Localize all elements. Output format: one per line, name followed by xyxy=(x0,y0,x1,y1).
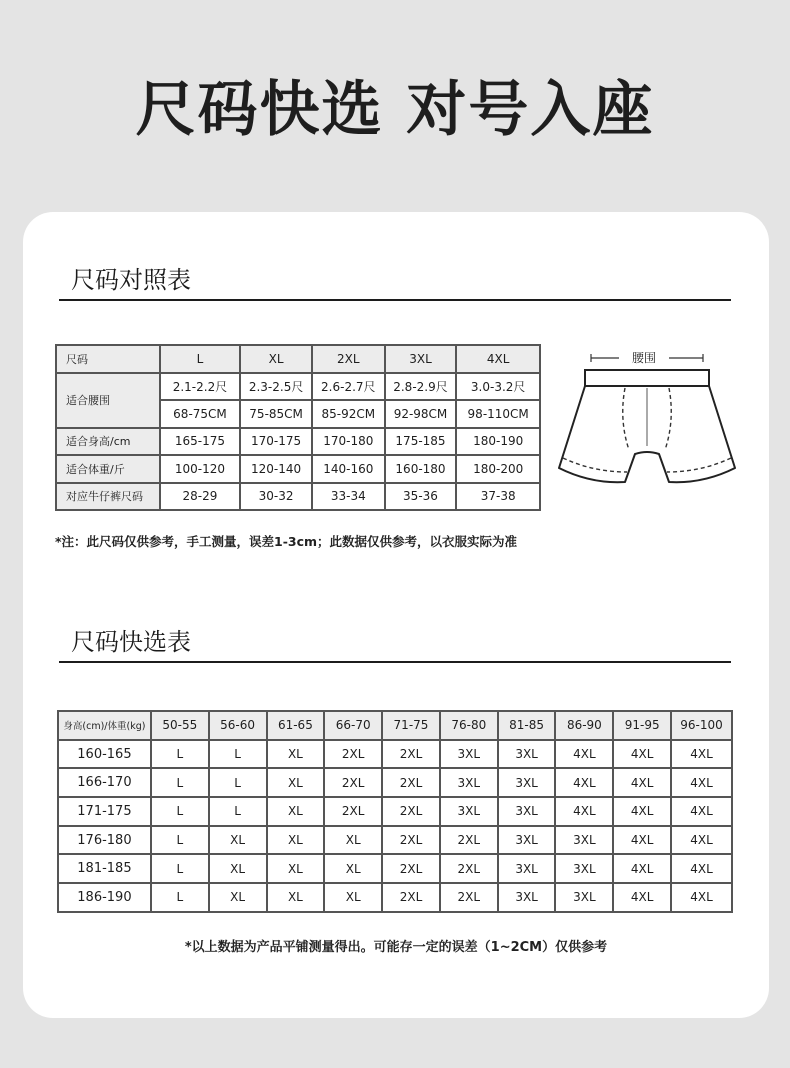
weight-col-header: 76-80 xyxy=(440,711,498,740)
table-cell: 3XL xyxy=(440,768,498,797)
jeans-row xyxy=(56,483,540,511)
weight-row xyxy=(56,455,540,483)
table-cell: L xyxy=(209,797,267,826)
table-cell: 2XL xyxy=(382,768,440,797)
table-cell: 85-92CM xyxy=(312,400,385,428)
table-cell: 4XL xyxy=(671,740,732,769)
table-cell: 2.8-2.9尺 xyxy=(385,373,457,401)
quick-chart-body xyxy=(58,711,732,912)
weight-col-header: 91-95 xyxy=(613,711,671,740)
height-row-label: 160-165 xyxy=(58,740,151,769)
table-cell: 180-190 xyxy=(456,428,540,456)
size-chart-divider xyxy=(59,299,731,301)
table-cell: 2XL xyxy=(382,854,440,883)
size-guide-card xyxy=(23,212,769,1018)
quick-chart-divider xyxy=(59,661,731,663)
table-cell: XL xyxy=(267,883,325,912)
boxer-brief-diagram xyxy=(555,346,739,488)
table-cell: 3XL xyxy=(498,854,556,883)
table-cell: 2XL xyxy=(440,826,498,855)
table-cell: 33-34 xyxy=(312,483,385,511)
table-cell: 170-180 xyxy=(312,428,385,456)
jeans-row-label: 对应牛仔裤尺码 xyxy=(56,483,160,511)
table-cell: 4XL xyxy=(613,883,671,912)
table-cell: 4XL xyxy=(555,768,613,797)
table-cell: 4XL xyxy=(613,826,671,855)
table-cell: 3XL xyxy=(440,797,498,826)
table-cell: 4XL xyxy=(613,768,671,797)
quick-chart-note: *以上数据为产品平铺测量得出。可能存一定的误差（1~2CM）仅供参考 xyxy=(184,940,608,955)
table-cell: 170-175 xyxy=(240,428,312,456)
table-cell: 68-75CM xyxy=(160,400,241,428)
table-cell: 4XL xyxy=(613,797,671,826)
table-row xyxy=(58,883,732,912)
table-cell: 98-110CM xyxy=(456,400,540,428)
table-cell: XL xyxy=(209,883,267,912)
height-row-label: 166-170 xyxy=(58,768,151,797)
height-row-label: 186-190 xyxy=(58,883,151,912)
waist-chi-row xyxy=(56,373,540,401)
table-cell: 3XL xyxy=(555,883,613,912)
table-cell: 3XL xyxy=(498,740,556,769)
table-cell: 3XL xyxy=(555,854,613,883)
table-cell: 2XL xyxy=(324,768,382,797)
table-cell: L xyxy=(151,797,209,826)
quick-chart-table xyxy=(57,710,733,913)
table-cell: 4XL xyxy=(555,740,613,769)
weight-col-header: 61-65 xyxy=(267,711,325,740)
table-cell: 2.3-2.5尺 xyxy=(240,373,312,401)
table-cell: 2XL xyxy=(382,740,440,769)
size-header-row xyxy=(56,345,540,373)
table-row xyxy=(58,854,732,883)
table-cell: 37-38 xyxy=(456,483,540,511)
table-cell: 2XL xyxy=(324,797,382,826)
table-cell: 4XL xyxy=(613,854,671,883)
table-cell: 120-140 xyxy=(240,455,312,483)
table-cell: 92-98CM xyxy=(385,400,457,428)
weight-col-header: 71-75 xyxy=(382,711,440,740)
table-cell: 35-36 xyxy=(385,483,457,511)
table-row xyxy=(58,768,732,797)
table-cell: 30-32 xyxy=(240,483,312,511)
table-cell: 3XL xyxy=(498,826,556,855)
table-cell: 2.1-2.2尺 xyxy=(160,373,241,401)
table-cell: XL xyxy=(267,797,325,826)
quick-chart-title: 尺码快选表 xyxy=(71,628,191,656)
weight-col-header: 66-70 xyxy=(324,711,382,740)
table-cell: L xyxy=(151,883,209,912)
table-cell: 3XL xyxy=(555,826,613,855)
table-cell: 3XL xyxy=(498,768,556,797)
table-cell: XL xyxy=(267,826,325,855)
table-cell: L xyxy=(151,826,209,855)
weight-row-label: 适合体重/斤 xyxy=(56,455,160,483)
quick-corner-label: 身高(cm)/体重(kg) xyxy=(58,711,151,740)
table-cell: XL xyxy=(324,854,382,883)
height-row-label: 适合身高/cm xyxy=(56,428,160,456)
table-row xyxy=(58,740,732,769)
height-row-label: 176-180 xyxy=(58,826,151,855)
table-row xyxy=(58,826,732,855)
height-row-label: 171-175 xyxy=(58,797,151,826)
table-cell: 2XL xyxy=(324,740,382,769)
table-cell: 140-160 xyxy=(312,455,385,483)
table-cell: XL xyxy=(267,768,325,797)
table-cell: 2XL xyxy=(382,797,440,826)
table-cell: 4XL xyxy=(671,797,732,826)
table-cell: 2.6-2.7尺 xyxy=(312,373,385,401)
table-cell: 2XL xyxy=(382,883,440,912)
table-cell: XL xyxy=(209,826,267,855)
size-header-label: 尺码 xyxy=(56,345,160,373)
table-cell: 2XL xyxy=(440,854,498,883)
table-row xyxy=(58,797,732,826)
weight-col-header: 96-100 xyxy=(671,711,732,740)
weight-col-header: 50-55 xyxy=(151,711,209,740)
table-cell: 180-200 xyxy=(456,455,540,483)
table-cell: L xyxy=(209,740,267,769)
table-cell: 75-85CM xyxy=(240,400,312,428)
table-cell: 2XL xyxy=(382,826,440,855)
waistband-shape xyxy=(585,370,709,386)
table-cell: 3.0-3.2尺 xyxy=(456,373,540,401)
table-cell: XL xyxy=(267,740,325,769)
table-cell: XL xyxy=(324,826,382,855)
page-title: 尺码快选 对号入座 xyxy=(135,75,655,145)
size-col-header: XL xyxy=(240,345,312,373)
table-cell: 2XL xyxy=(440,883,498,912)
weight-col-header: 86-90 xyxy=(555,711,613,740)
table-cell: 4XL xyxy=(671,826,732,855)
size-col-header: L xyxy=(160,345,241,373)
table-cell: XL xyxy=(267,854,325,883)
table-cell: 3XL xyxy=(498,797,556,826)
height-row xyxy=(56,428,540,456)
table-cell: 4XL xyxy=(671,854,732,883)
size-chart-note: *注：此尺码仅供参考，手工测量，误差1-3cm；此数据仅供参考，以衣服实际为准 xyxy=(55,534,518,549)
height-row-label: 181-185 xyxy=(58,854,151,883)
table-cell: L xyxy=(209,768,267,797)
table-cell: 4XL xyxy=(613,740,671,769)
table-cell: XL xyxy=(324,883,382,912)
size-col-header: 3XL xyxy=(385,345,457,373)
table-cell: 175-185 xyxy=(385,428,457,456)
table-cell: L xyxy=(151,854,209,883)
waist-diagram-label: 腰围 xyxy=(631,351,657,365)
table-cell: 4XL xyxy=(555,797,613,826)
size-col-header: 2XL xyxy=(312,345,385,373)
weight-col-header: 81-85 xyxy=(498,711,556,740)
weight-col-header: 56-60 xyxy=(209,711,267,740)
table-cell: L xyxy=(151,740,209,769)
table-cell: L xyxy=(151,768,209,797)
waist-row-label: 适合腰围 xyxy=(56,373,160,428)
size-chart-title: 尺码对照表 xyxy=(71,266,191,294)
size-col-header: 4XL xyxy=(456,345,540,373)
table-cell: 4XL xyxy=(671,768,732,797)
table-cell: 28-29 xyxy=(160,483,241,511)
table-cell: 100-120 xyxy=(160,455,241,483)
table-cell: 4XL xyxy=(671,883,732,912)
table-cell: XL xyxy=(209,854,267,883)
quick-header-row xyxy=(58,711,732,740)
table-cell: 165-175 xyxy=(160,428,241,456)
table-cell: 3XL xyxy=(440,740,498,769)
table-cell: 3XL xyxy=(498,883,556,912)
table-cell: 160-180 xyxy=(385,455,457,483)
size-chart-table xyxy=(55,344,541,511)
